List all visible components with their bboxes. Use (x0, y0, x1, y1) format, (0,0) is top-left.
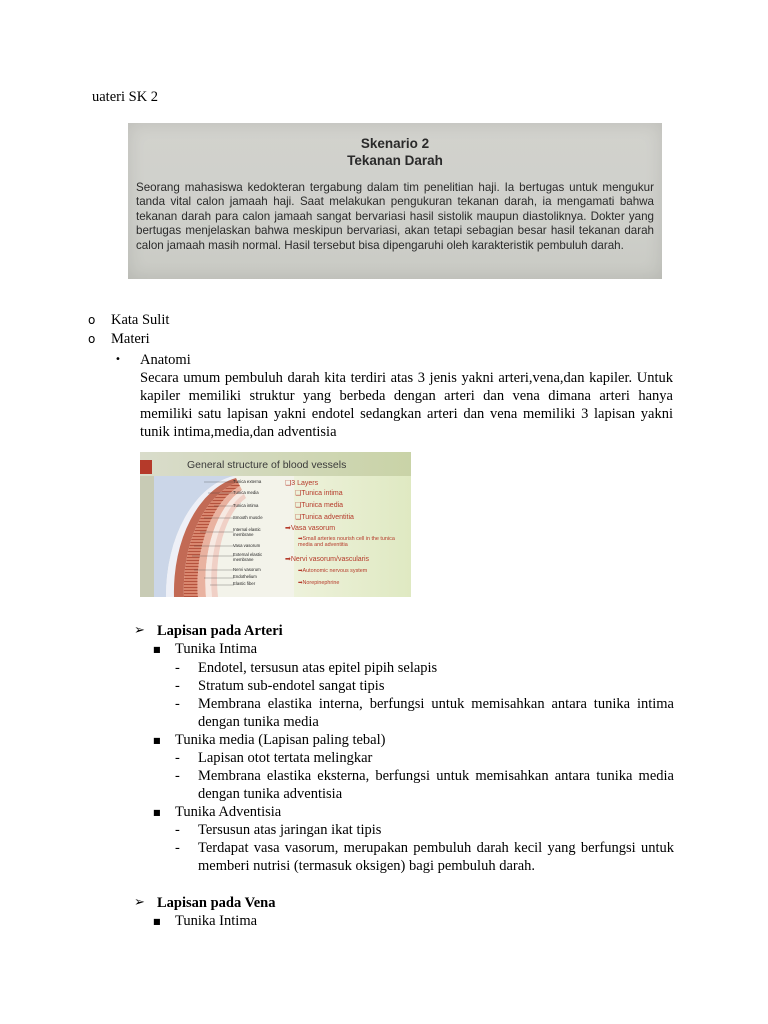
vena-intima-title: Tunika Intima (175, 913, 258, 929)
blood-vessel-slide (140, 452, 411, 597)
arteri-media-title: Tunika media (Lapisan paling tebal) (175, 732, 386, 748)
slide-label: Endothelium (233, 574, 257, 579)
dash-bullet: - (175, 840, 180, 856)
slide-label: Smooth muscle (233, 515, 263, 520)
square-bullet-icon: ■ (153, 808, 161, 817)
vena-heading: Lapisan pada Vena (157, 895, 276, 911)
slide-label: Tunica intima (233, 503, 259, 508)
square-bullet-icon: ■ (153, 645, 161, 654)
slide-left-bar (140, 476, 154, 597)
arteri-adventisia-title: Tunika Adventisia (175, 804, 282, 820)
slide-label: Tunica media (233, 490, 259, 495)
slide-item: Tunica media (301, 502, 344, 509)
dash-bullet: - (175, 768, 180, 784)
list-item-materi: Materi (111, 331, 150, 347)
slide-label: External elastic membrane (233, 552, 263, 562)
slide-item: Norepinephrine (302, 580, 340, 586)
arteri-intima-point: Stratum sub-endotel sangat tipis (198, 678, 385, 694)
dash-bullet: - (175, 822, 180, 838)
slide-item: Vasa vasorum (290, 525, 336, 532)
arteri-adventisia-point: Tersusun atas jaringan ikat tipis (198, 822, 382, 838)
arteri-adventisia-point: Terdapat vasa vasorum, merupakan pembuluh darah kecil yang berfungsi untuk memberi nutrisi (termasuk oksigen) bagi pembuluh darah. (198, 840, 674, 874)
document-header: uateri SK 2 (92, 89, 159, 105)
slide-item: Nervi vasorum/vascularis (290, 556, 370, 563)
dash-bullet: - (175, 660, 180, 676)
arteri-heading: Lapisan pada Arteri (157, 623, 283, 639)
arrow-bullet-icon: ➡ (298, 536, 303, 542)
slide-label: Tunica externa (233, 479, 262, 484)
dash-bullet: - (175, 678, 180, 694)
slide-accent-tab (140, 460, 152, 474)
slide-item: Autonomic nervous system (302, 568, 368, 574)
round-bullet: • (115, 354, 121, 365)
anatomi-paragraph: Secara umum pembuluh darah kita terdiri atas 3 jenis yakni arteri,vena,dan kapiler. Untuk kapiler memiliki struktur yang berbeda dengan arteri dan vena dimana arteri hanya memiliki satu lapisan yakni endotel sedangkan arteri dan vena memiliki 3 lapisan yakni tunik intima,media,dan adventisia (140, 370, 673, 440)
slide-label: Vasa vasorum (233, 543, 261, 548)
list-bullet: o (88, 313, 96, 327)
arrow-bullet-icon: ➡ (298, 580, 303, 586)
vessel-cross-section-illustration (154, 476, 294, 597)
scenario-body: Seorang mahasiswa kedokteran tergabung dalam tim penelitian haji. Ia bertugas untuk mengukur tanda vital calon jamaah haji. Saat melakukan pengukuran tekanan darah, ia mengamati bahwa tekanan darah para calon jamaah sangat bervariasi hasil sistolik maupun diastoliknya. Dokter yang bertugas menjelaskan bahwa meskipun bervariasi, akan tetapi sebagian besar hasil tekanan darah calon jamaah masih normal. Hasil tersebut bisa dipengaruhi oleh karakteristik pembuluh darah. (136, 181, 654, 252)
square-bullet-icon: ■ (153, 736, 161, 745)
arrow-bullet-icon: ➢ (134, 623, 145, 638)
slide-item: 3 Layers (291, 480, 319, 487)
slide-title: General structure of blood vessels (187, 459, 347, 471)
list-item-kata-sulit: Kata Sulit (111, 312, 170, 328)
slide-label: Internal elastic membrane (233, 527, 261, 537)
scenario-title: Skenario 2 (360, 136, 430, 151)
arteri-intima-point: Membrana elastika interna, berfungsi untuk memisahkan antara tunika intima dengan tunika media (198, 696, 674, 730)
arrow-bullet-icon: ➡ (285, 556, 291, 563)
square-bullet-icon: ■ (153, 917, 161, 926)
arrow-bullet-icon: ➢ (134, 895, 145, 910)
slide-item: Tunica intima (301, 490, 343, 497)
checkbox-icon: ❑ (295, 490, 302, 497)
dash-bullet: - (175, 750, 180, 766)
arteri-intima-title: Tunika Intima (175, 641, 258, 657)
arteri-intima-point: Endotel, tersusun atas epitel pipih selapis (198, 660, 438, 676)
scenario-image (128, 123, 662, 279)
checkbox-icon: ❑ (285, 480, 292, 487)
list-bullet: o (88, 332, 96, 346)
scenario-subtitle: Tekanan Darah (347, 153, 443, 168)
anatomi-title: Anatomi (140, 352, 191, 368)
arteri-media-point: Membrana elastika eksterna, berfungsi untuk memisahkan antara tunika media dengan tunika adventisia (198, 768, 674, 802)
checkbox-icon: ❑ (295, 502, 302, 509)
checkbox-icon: ❑ (295, 514, 302, 521)
slide-item: Tunica adventitia (301, 514, 354, 521)
slide-item: Small arteries nourish cell in the tunica media and adventitia (298, 536, 395, 548)
arrow-bullet-icon: ➡ (285, 525, 291, 532)
slide-label: Elastic fiber (233, 581, 256, 586)
arrow-bullet-icon: ➡ (298, 568, 303, 574)
dash-bullet: - (175, 696, 180, 712)
slide-label: Nervi vasorum (233, 567, 261, 572)
arteri-media-point: Lapisan otot tertata melingkar (198, 750, 373, 766)
